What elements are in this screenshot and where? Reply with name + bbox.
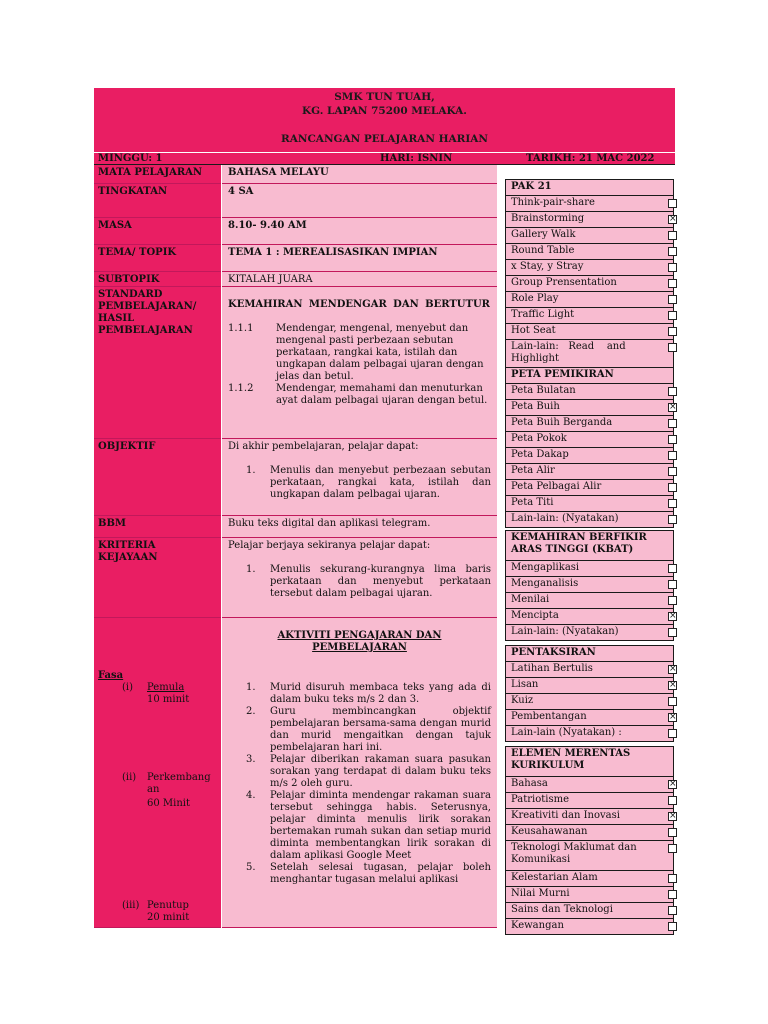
checkbox[interactable] (668, 713, 677, 722)
phase-3-name: Penutup (147, 900, 189, 911)
standard-value (222, 287, 497, 439)
checkbox[interactable] (668, 199, 677, 208)
checkbox[interactable] (668, 729, 677, 738)
school-name: SMK TUN TUAH, (334, 91, 435, 103)
checkbox[interactable] (668, 906, 677, 915)
theme-label: TEMA/ TOPIK (94, 245, 221, 272)
school-address: KG. LAPAN 75200 MELAKA. (302, 105, 467, 117)
pentaksiran-item: Lain-lain (Nyatakan) : (506, 726, 673, 741)
checkbox[interactable] (668, 564, 677, 573)
checkbox[interactable] (668, 451, 677, 460)
pak21-item: Group Prensentation (506, 276, 673, 292)
date-label: TARIKH: 21 MAC 2022 (526, 153, 655, 164)
emk-box (505, 746, 674, 935)
kbat-item: Lain-lain: (Nyatakan) (506, 625, 673, 640)
peta-item: Lain-lain: (Nyatakan) (506, 512, 673, 527)
subject-label: MATA PELAJARAN (94, 165, 221, 184)
phase-3-num: (iii) (122, 900, 140, 911)
emk-item: Patriotisme (506, 793, 673, 809)
standard-heading: KEMAHIRAN MENDENGAR DAN BERTUTUR (228, 299, 490, 310)
pak21-item: x Stay, y Stray (506, 260, 673, 276)
checkbox[interactable] (668, 327, 677, 336)
pentaksiran-item: Latihan Bertulis × (506, 662, 673, 678)
subtopic-value: KITALAH JUARA (222, 272, 497, 287)
kbat-box (505, 530, 674, 641)
objective-intro: Di akhir pembelajaran, pelajar dapat: (228, 441, 419, 452)
phase-2-num: (ii) (122, 772, 137, 783)
peta-item: Peta Bulatan (506, 384, 673, 400)
form-value: 4 SA (222, 184, 497, 218)
time-value: 8.10- 9.40 AM (222, 218, 497, 245)
checkbox[interactable] (668, 435, 677, 444)
checkbox[interactable] (668, 681, 677, 690)
criteria-value (222, 538, 497, 618)
pentaksiran-item: Pembentangan × (506, 710, 673, 726)
list-item: 4. Pelajar diminta mendengar rakaman suara tersebut sehingga habis. Seterusnya, pelajar diminta menulis lirik sorakan bertemakan rumah sukan dan setiap murid diminta membentangkan lirik sorakan di dalam aplikasi Google Meet (246, 790, 491, 861)
checkbox[interactable] (668, 612, 677, 621)
subtopic-label: SUBTOPIK (94, 272, 221, 287)
objective-label: OBJEKTIF (94, 439, 221, 516)
phase-column (94, 618, 221, 928)
checkbox[interactable] (668, 890, 677, 899)
form-label: TINGKATAN (94, 184, 221, 218)
checkbox[interactable] (668, 628, 677, 637)
pentaksiran-title: PENTAKSIRAN (506, 646, 673, 662)
emk-item: Kreativiti dan Inovasi × (506, 809, 673, 825)
checkbox[interactable] (668, 295, 677, 304)
pak21-item: Brainstorming × (506, 212, 673, 228)
time-label: MASA (94, 218, 221, 245)
emk-item: Sains dan Teknologi (506, 903, 673, 919)
pak21-item: Gallery Walk (506, 228, 673, 244)
standard-label: STANDARD PEMBELAJARAN/ HASIL PEMBELAJARAN (94, 287, 221, 439)
emk-item: Kewangan (506, 919, 673, 934)
pentaksiran-item: Lisan × (506, 678, 673, 694)
phase-heading: Fasa (98, 670, 124, 681)
checkbox[interactable] (668, 387, 677, 396)
peta-item: Peta Alir (506, 464, 673, 480)
checkbox[interactable] (668, 515, 677, 524)
criteria-label: KRITERIA KEJAYAAN (94, 538, 221, 618)
pak21-item: Lain-lain: Read and Highlight (506, 340, 673, 369)
pak21-title: PAK 21 (506, 180, 673, 196)
checkbox[interactable] (668, 483, 677, 492)
school-header (94, 88, 675, 152)
pentaksiran-item: Kuiz (506, 694, 673, 710)
checkbox[interactable] (668, 812, 677, 821)
emk-item: Kelestarian Alam (506, 871, 673, 887)
list-item: 1.1.2 Mendengar, memahami dan menuturkan ayat dalam pelbagai ujaran dengan betul. (228, 383, 488, 406)
pak21-item: Hot Seat (506, 324, 673, 340)
objective-value (222, 439, 497, 516)
checkbox[interactable] (668, 263, 677, 272)
list-item: 1. Menulis sekurang-kurangnya lima baris perkataan dan menyebut perkataan tersebut dalam pelbagai ujaran. (246, 564, 491, 599)
document-title: RANCANGAN PELAJARAN HARIAN (280, 133, 489, 145)
activity-heading: AKTIVITI PENGAJARAN DAN PEMBELAJARAN (277, 630, 442, 653)
checkbox[interactable] (668, 467, 677, 476)
peta-item: Peta Buih × (506, 400, 673, 416)
list-item: 5. Setelah selesai tugasan, pelajar boleh menghantar tugasan melalui aplikasi (246, 862, 491, 885)
bbm-value: Buku teks digital dan aplikasi telegram. (222, 516, 497, 538)
criteria-intro: Pelajar berjaya sekiranya pelajar dapat: (228, 540, 431, 551)
list-item: 1.1.1 Mendengar, mengenal, menyebut dan mengenal pasti perbezaan sebutan perkataan, rangkai kata, istilah dan ungkapan dalam pelbagai ujaran dengan jelas dan betul. (228, 323, 484, 382)
peta-item: Peta Dakap (506, 448, 673, 464)
peta-box (505, 367, 674, 528)
pak21-item: Round Table (506, 244, 673, 260)
pentaksiran-box (505, 645, 674, 742)
subject-value: BAHASA MELAYU (222, 165, 497, 184)
list-item: 1. Menulis dan menyebut perbezaan sebutan perkataan, rangkai kata, istilah dan ungkapan dalam pelbagai ujaran. (246, 465, 491, 500)
date-bar (94, 153, 675, 165)
pak21-item: Role Play (506, 292, 673, 308)
checkbox[interactable] (668, 844, 677, 853)
peta-item: Peta Pokok (506, 432, 673, 448)
list-item: 1. Murid disuruh membaca teks yang ada di dalam buku teks m/s 2 dan 3. (246, 682, 491, 705)
checkbox[interactable] (668, 279, 677, 288)
criteria-list (228, 564, 491, 600)
peta-item: Peta Titi (506, 496, 673, 512)
phase-2-name: Perkembangan (147, 772, 211, 795)
peta-item: Peta Buih Berganda (506, 416, 673, 432)
phase-3-time: 20 minit (147, 912, 190, 923)
peta-title: PETA PEMIKIRAN (506, 368, 673, 384)
objective-list (228, 465, 491, 501)
checkbox[interactable] (668, 247, 677, 256)
checkbox[interactable] (668, 231, 677, 240)
peta-item: Peta Pelbagai Alir (506, 480, 673, 496)
emk-title: ELEMEN MERENTAS KURIKULUM (506, 747, 673, 777)
kbat-item: Mencipta × (506, 609, 673, 625)
checkbox[interactable] (668, 780, 677, 789)
checkbox[interactable] (668, 419, 677, 428)
kbat-item: Menganalisis (506, 577, 673, 593)
checkbox[interactable] (668, 828, 677, 837)
phase-1-num: (i) (122, 682, 134, 693)
theme-value: TEMA 1 : MEREALISASIKAN IMPIAN (222, 245, 497, 272)
checkbox[interactable] (668, 343, 677, 352)
week-label: MINGGU: 1 (98, 153, 163, 164)
checkbox[interactable] (668, 403, 677, 412)
phase-1-name: Pemula (147, 682, 185, 693)
checkbox[interactable] (668, 596, 677, 605)
standard-list (228, 323, 491, 407)
checkbox[interactable] (668, 215, 677, 224)
emk-item: Nilai Murni (506, 887, 673, 903)
list-item: 3. Pelajar diberikan rakaman suara pasukan sorakan yang terdapat di dalam buku teks m/s 2 oleh guru. (246, 754, 491, 789)
day-label: HARI: ISNIN (380, 153, 453, 164)
kbat-item: Menilai (506, 593, 673, 609)
kbat-item: Mengaplikasi (506, 561, 673, 577)
checkbox[interactable] (668, 499, 677, 508)
checkbox[interactable] (668, 697, 677, 706)
bbm-label: BBM (94, 516, 221, 538)
emk-item: Bahasa × (506, 777, 673, 793)
checkbox[interactable] (668, 874, 677, 883)
checkbox[interactable] (668, 580, 677, 589)
emk-item: Keusahawanan (506, 825, 673, 841)
pak21-box (505, 179, 674, 370)
activity-list (228, 682, 491, 886)
pak21-item: Think-pair-share (506, 196, 673, 212)
activity-value (222, 618, 497, 928)
phase-2-time: 60 Minit (147, 798, 190, 809)
checkbox[interactable] (668, 665, 677, 674)
checkbox[interactable] (668, 922, 677, 931)
checkbox[interactable] (668, 796, 677, 805)
list-item: 2. Guru membincangkan objektif pembelajaran bersama-sama dengan murid dan murid mengaitkan dengan tajuk pembelajaran hari ini. (246, 706, 491, 753)
pak21-item: Traffic Light (506, 308, 673, 324)
checkbox[interactable] (668, 311, 677, 320)
emk-item: Teknologi Maklumat dan Komunikasi (506, 841, 673, 871)
kbat-title: KEMAHIRAN BERFIKIR ARAS TINGGI (KBAT) (506, 531, 673, 561)
phase-1-time: 10 minit (147, 694, 190, 705)
